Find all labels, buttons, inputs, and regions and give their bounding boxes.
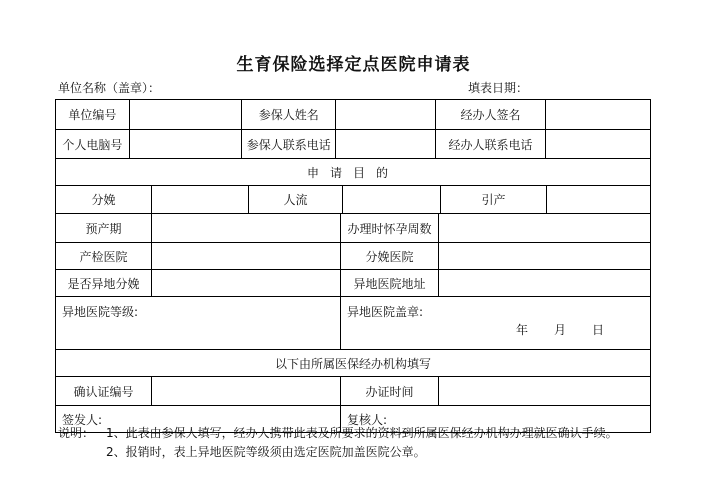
notes-line-2 [58,443,618,462]
issue-time-label: 办证时间 [340,377,438,405]
remote-hospital-level-label: 异地医院等级: [62,305,139,319]
operator-phone-label: 经办人联系电话 [435,130,546,158]
table-row [56,213,650,242]
apply-purpose-header [56,159,650,185]
induced-labor-label: 引产 [440,186,546,213]
unit-code-field[interactable] [129,100,242,129]
operator-sign-field[interactable] [545,100,650,129]
note-2: 2、报销时，表上异地医院等级须由选定医院加盖医院公章。 [106,445,426,459]
unit-name-label: 单位名称（盖章）： [58,81,161,95]
abortion-label: 人流 [248,186,342,213]
gestation-weeks-field[interactable] [438,214,650,242]
date-month: 月 [553,323,566,337]
unit-code-label: 单位编号 [68,108,117,122]
checkup-hospital-field[interactable] [151,243,340,269]
table-row [56,158,650,185]
delivery-field[interactable] [151,186,248,213]
insured-phone-field[interactable] [335,130,435,158]
fill-date-label: 填表日期： [468,81,529,95]
table-row [56,269,650,296]
table-row [56,100,650,129]
form-title: 生育保险选择定点医院申请表 [236,55,471,75]
table-row [56,296,650,349]
notes-label: 说明： [58,426,95,440]
insured-name-label: 参保人姓名 [241,100,335,129]
remote-hospital-seal-field[interactable] [340,297,650,349]
due-date-field[interactable] [151,214,340,242]
date-year: 年 [516,323,529,337]
abortion-field[interactable] [342,186,440,213]
apply-purpose-label: 申请目的 [306,165,399,180]
notes-line-1 [58,424,618,443]
note-1: 1、此表由参保人填写，经办人携带此表及所要求的资料到所属医保经办机构办理就医确认手续。 [106,426,618,440]
remote-hospital-addr-label: 异地医院地址 [340,270,438,296]
operator-sign-label: 经办人签名 [435,100,546,129]
delivery-hospital-label: 分娩医院 [340,243,438,269]
induced-labor-field[interactable] [546,186,650,213]
agency-section-header: 以下由所属医保经办机构填写 [274,356,431,371]
delivery-label: 分娩 [91,193,116,207]
remote-hospital-seal-label: 异地医院盖章: [347,305,424,319]
operator-phone-field[interactable] [545,130,650,158]
reviewer-label: 复核人: [347,412,388,427]
insured-phone-label: 参保人联系电话 [241,130,335,158]
application-form-table [55,99,651,433]
due-date-label: 预产期 [85,221,122,236]
personal-pc-no-label: 个人电脑号 [62,137,123,152]
table-row [56,349,650,376]
confirm-no-label: 确认证编号 [73,384,134,399]
gestation-weeks-label: 办理时怀孕周数 [340,214,438,242]
delivery-hospital-field[interactable] [438,243,650,269]
table-row [56,242,650,269]
seal-date-line [516,321,604,338]
issue-time-field[interactable] [438,377,650,405]
date-day: 日 [591,323,604,337]
insured-name-field[interactable] [335,100,435,129]
issuer-label: 签发人: [62,412,103,427]
confirm-no-field[interactable] [151,377,340,405]
table-row [56,129,650,158]
remote-delivery-field[interactable] [151,270,340,296]
table-row [56,376,650,405]
table-row [56,185,650,213]
notes-section [58,424,618,462]
personal-pc-no-field[interactable] [129,130,242,158]
remote-hospital-addr-field[interactable] [438,270,650,296]
remote-delivery-label: 是否异地分娩 [67,276,140,291]
remote-hospital-level-field[interactable] [56,297,340,349]
checkup-hospital-label: 产检医院 [79,249,128,264]
